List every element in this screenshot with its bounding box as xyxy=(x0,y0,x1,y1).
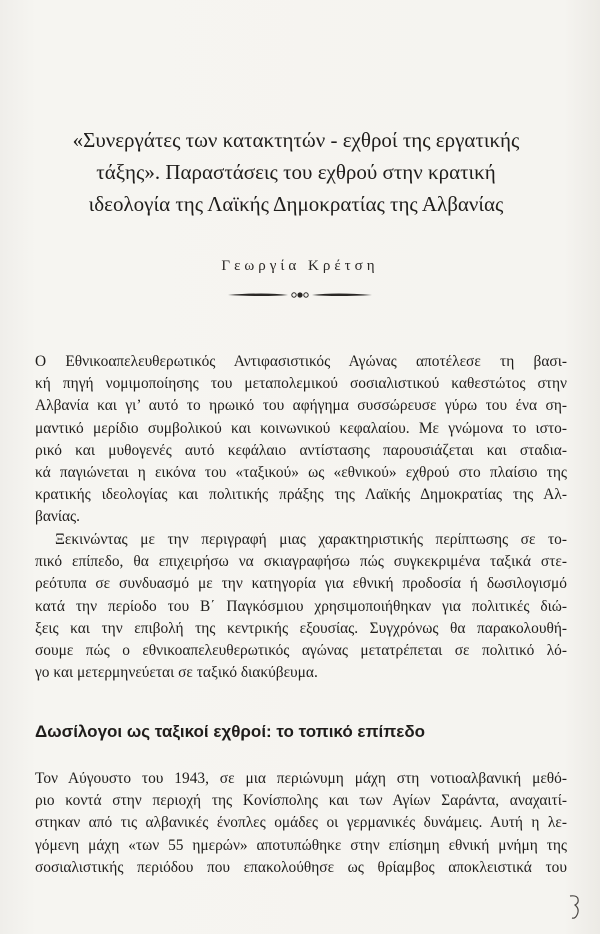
chapter-title-line: ιδεολογία της Λαϊκής Δημοκρατίας της Αλβανίας xyxy=(88,192,504,216)
text-line: κρατικής ιδεολογίας και πολιτικής πράξης της Λαϊκής Δημοκρατίας της Αλ- xyxy=(35,486,567,504)
text-line: ρικό και μυθογενές αυτό κεφάλαιο αντίστασης παρουσιάζεται και σταδια- xyxy=(35,441,567,459)
text-line: στηκαν από τις αλβανικές ένοπλες ομάδες οι γερμανικές δυνάμεις. Αυτή η λε- xyxy=(35,814,567,832)
text-line: Ξεκινώντας με την περιγραφή μιας χαρακτηριστικής περίπτωσης σε το- xyxy=(55,531,567,548)
text-line: βανίας. xyxy=(35,508,80,526)
text-line: ξεις και την επιβολή της κεντρικής εξουσίας. Συγχρόνως θα παρακολουθή- xyxy=(35,619,567,637)
ornament-divider xyxy=(226,289,374,301)
text-line: σοσιαλιστικής περιόδου που επακολούθησε ως θρίαμβος αποκλειστικά του xyxy=(35,858,567,876)
text-line: γόμενη μάχη «των 55 ημερών» αποτυπώθηκε στην επίσημη εθνική μνήμη της xyxy=(35,836,567,854)
text-line: κατά την περίοδο του Β΄ Παγκόσμιου χρησιμοποιήθηκαν για πολιτικές διώ- xyxy=(35,597,567,615)
paragraph-intro xyxy=(35,351,567,529)
text-line: πικό επίπεδο, θα επιχειρήσω να σκιαγραφήσω πώς συγκεκριμένα ταξικά στε- xyxy=(35,553,567,571)
section-heading: Δωσίλογοι ως ταξικοί εχθροί: το τοπικό επίπεδο xyxy=(35,722,426,741)
text-line: μαντικό μερίδιο συμβολικού και κοινωνικού κεφαλαίου. Με γνώμονα το ιστο- xyxy=(35,419,567,437)
text-line: κή πηγή νομιμοποίησης του μεταπολεμικού σοσιαλιστικού καθεστώτος στην xyxy=(35,375,567,393)
text-line: κά παγιώνεται η εικόνα του «ταξικού» ως «εθνικού» εχθρού στο πλαίσιο της xyxy=(35,463,567,481)
text-line: ριο κοντά στην περιοχή της Κονίσπολης και των Αγίων Σαράντα, αναχαιτί- xyxy=(35,792,567,810)
text-line: ρεότυπα σε συνδυασμό με την κατηγορία για εθνική προδοσία ή δωσιλογισμό xyxy=(35,575,567,593)
pencil-mark xyxy=(568,893,582,921)
chapter-title-line: τάξης». Παραστάσεις του εχθρού στην κρατική xyxy=(96,160,496,184)
author-name: Γεωργία Κρέτση xyxy=(221,258,379,274)
chapter-title-line: «Συνεργάτες των κατακτητών - εχθροί της εργατικής xyxy=(72,128,520,152)
text-line: Τον Αύγουστο του 1943, σε μια περιώνυμη μάχη στη νοτιοαλβανική μεθό- xyxy=(35,770,567,787)
chapter-title xyxy=(36,124,556,220)
paragraph-section xyxy=(35,768,567,879)
text-line: σουμε πώς ο εθνικοαπελευθερωτικός αγώνας μετατρέπεται σε πολιτικό λό- xyxy=(35,641,567,659)
text-line: γο και μετερμηνεύεται σε ταξικό διακύβευμα. xyxy=(35,664,318,682)
text-line: Αλβανία και γι’ αυτό το ηρωικό του αφήγημα συσσώρευσε γύρω του ένα ση- xyxy=(35,397,567,415)
text-line: Ο Εθνικοαπελευθερωτικός Αντιφασιστικός Αγώνας αποτέλεσε τη βασι- xyxy=(35,353,567,370)
paragraph-outline xyxy=(35,529,567,684)
